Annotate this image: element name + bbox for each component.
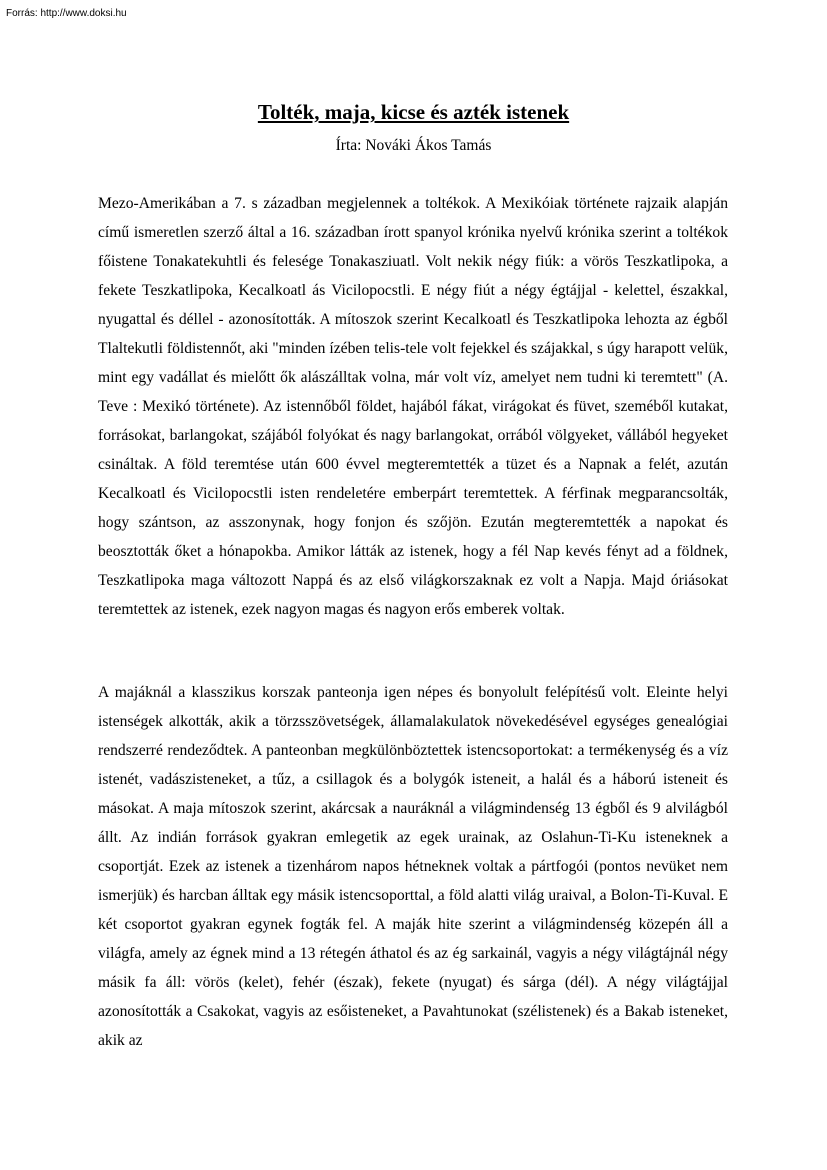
paragraph-maya: A majáknál a klasszikus korszak panteonja igen népes és bonyolult felépítésű volt. Eleinte helyi istenségek alkották, akik a törzsszövetségek, államalakulatok növekedésével egységes genealógiai rendszerré rendeződtek. A panteonban megkülönböztettek istencsoportokat: a termékenység és a víz istenét, vadászisteneket, a tűz, a csillagok és a bolygók isteneit, a halál és a háború isteneit és másokat. A maja mítoszok szerint, akárcsak a nauráknál a világmindenség 13 égből és 9 alvilágból állt. Az indián források gyakran emlegetik az egek urainak, az Oslahun-Ti-Ku isteneknek a csoportját. Ezek az istenek a tizenhárom napos hétneknek voltak a pártfogói (pontos nevüket nem ismerjük) és harcban álltak egy másik istencsoporttal, a föld alatti világ uraival, a Bolon-Ti-Kuval. E két csoportot gyakran egynek fogták fel. A maják hite szerint a világmindenség közepén áll a világfa, amely az égnek mind a 13 rétegén áthatol és az ég sarkainál, vagyis a négy világtájnál négy másik fa áll: vörös (kelet), fehér (észak), fekete (nyugat) és sárga (dél). A négy világtájjal azonosították a Csakokat, vagyis az esőisteneket, a Pavahtunokat (szélistenek) és a Bakab isteneket, akik az [98,684,728,1049]
page-title: Tolték, maja, kicse és azték istenek [257,100,570,124]
paragraph-toltec: Mezo-Amerikában a 7. s zázadban megjelennek a toltékok. A Mexikóiak története rajzaik alapján című ismeretlen szerző által a 16. században írott spanyol krónika nyelvű krónika szerint a toltékok főistene Tonakatekuhtli és felesége Tonakasziuatl. Volt nekik négy fiúk: a vörös Teszkatlipoka, a fekete Teszkatlipoka, Kecalkoatl ás Vicilopocstli. E négy fiút a négy égtájjal - kelettel, északkal, nyugattal és déllel - azonosították. A mítoszok szerint Kecalkoatl és Teszkatlipoka lehozta az égből Tlaltekutli földistennőt, aki "minden ízében telis-tele volt fejekkel és szájakkal, s úgy harapott velük, mint egy vadállat és mielőtt ők alászálltak volna, már volt víz, amelyet nem tudni ki teremtett" (A. Teve : Mexikó története). Az istennőből földet, hajából fákat, virágokat és füvet, szeméből kutakat, forrásokat, barlangokat, szájából folyókat és nagy barlangokat, orrából völgyeket, vállából hegyeket csináltak. A föld teremtése után 600 évvel megteremtették a tüzet és a Napnak a felét, azután Kecalkoatl és Vicilopocstli isten rendeletére emberpárt teremtettek. A férfinak megparancsolták, hogy szántson, az asszonynak, hogy fonjon és szőjön. Ezután megteremtették a napokat és beosztották őket a hónapokba. Amikor látták az istenek, hogy a fél Nap kevés fényt ad a földnek, Teszkatlipoka maga változott Nappá és az első világkorszaknak ez volt a Napja. Majd óriásokat teremtettek az istenek, ezek nagyon magas és nagyon erős emberek voltak. [98,195,728,618]
source-label: Forrás: http://www.doksi.hu [6,8,127,19]
author-line: Írta: Nováki Ákos Tamás [335,137,492,154]
